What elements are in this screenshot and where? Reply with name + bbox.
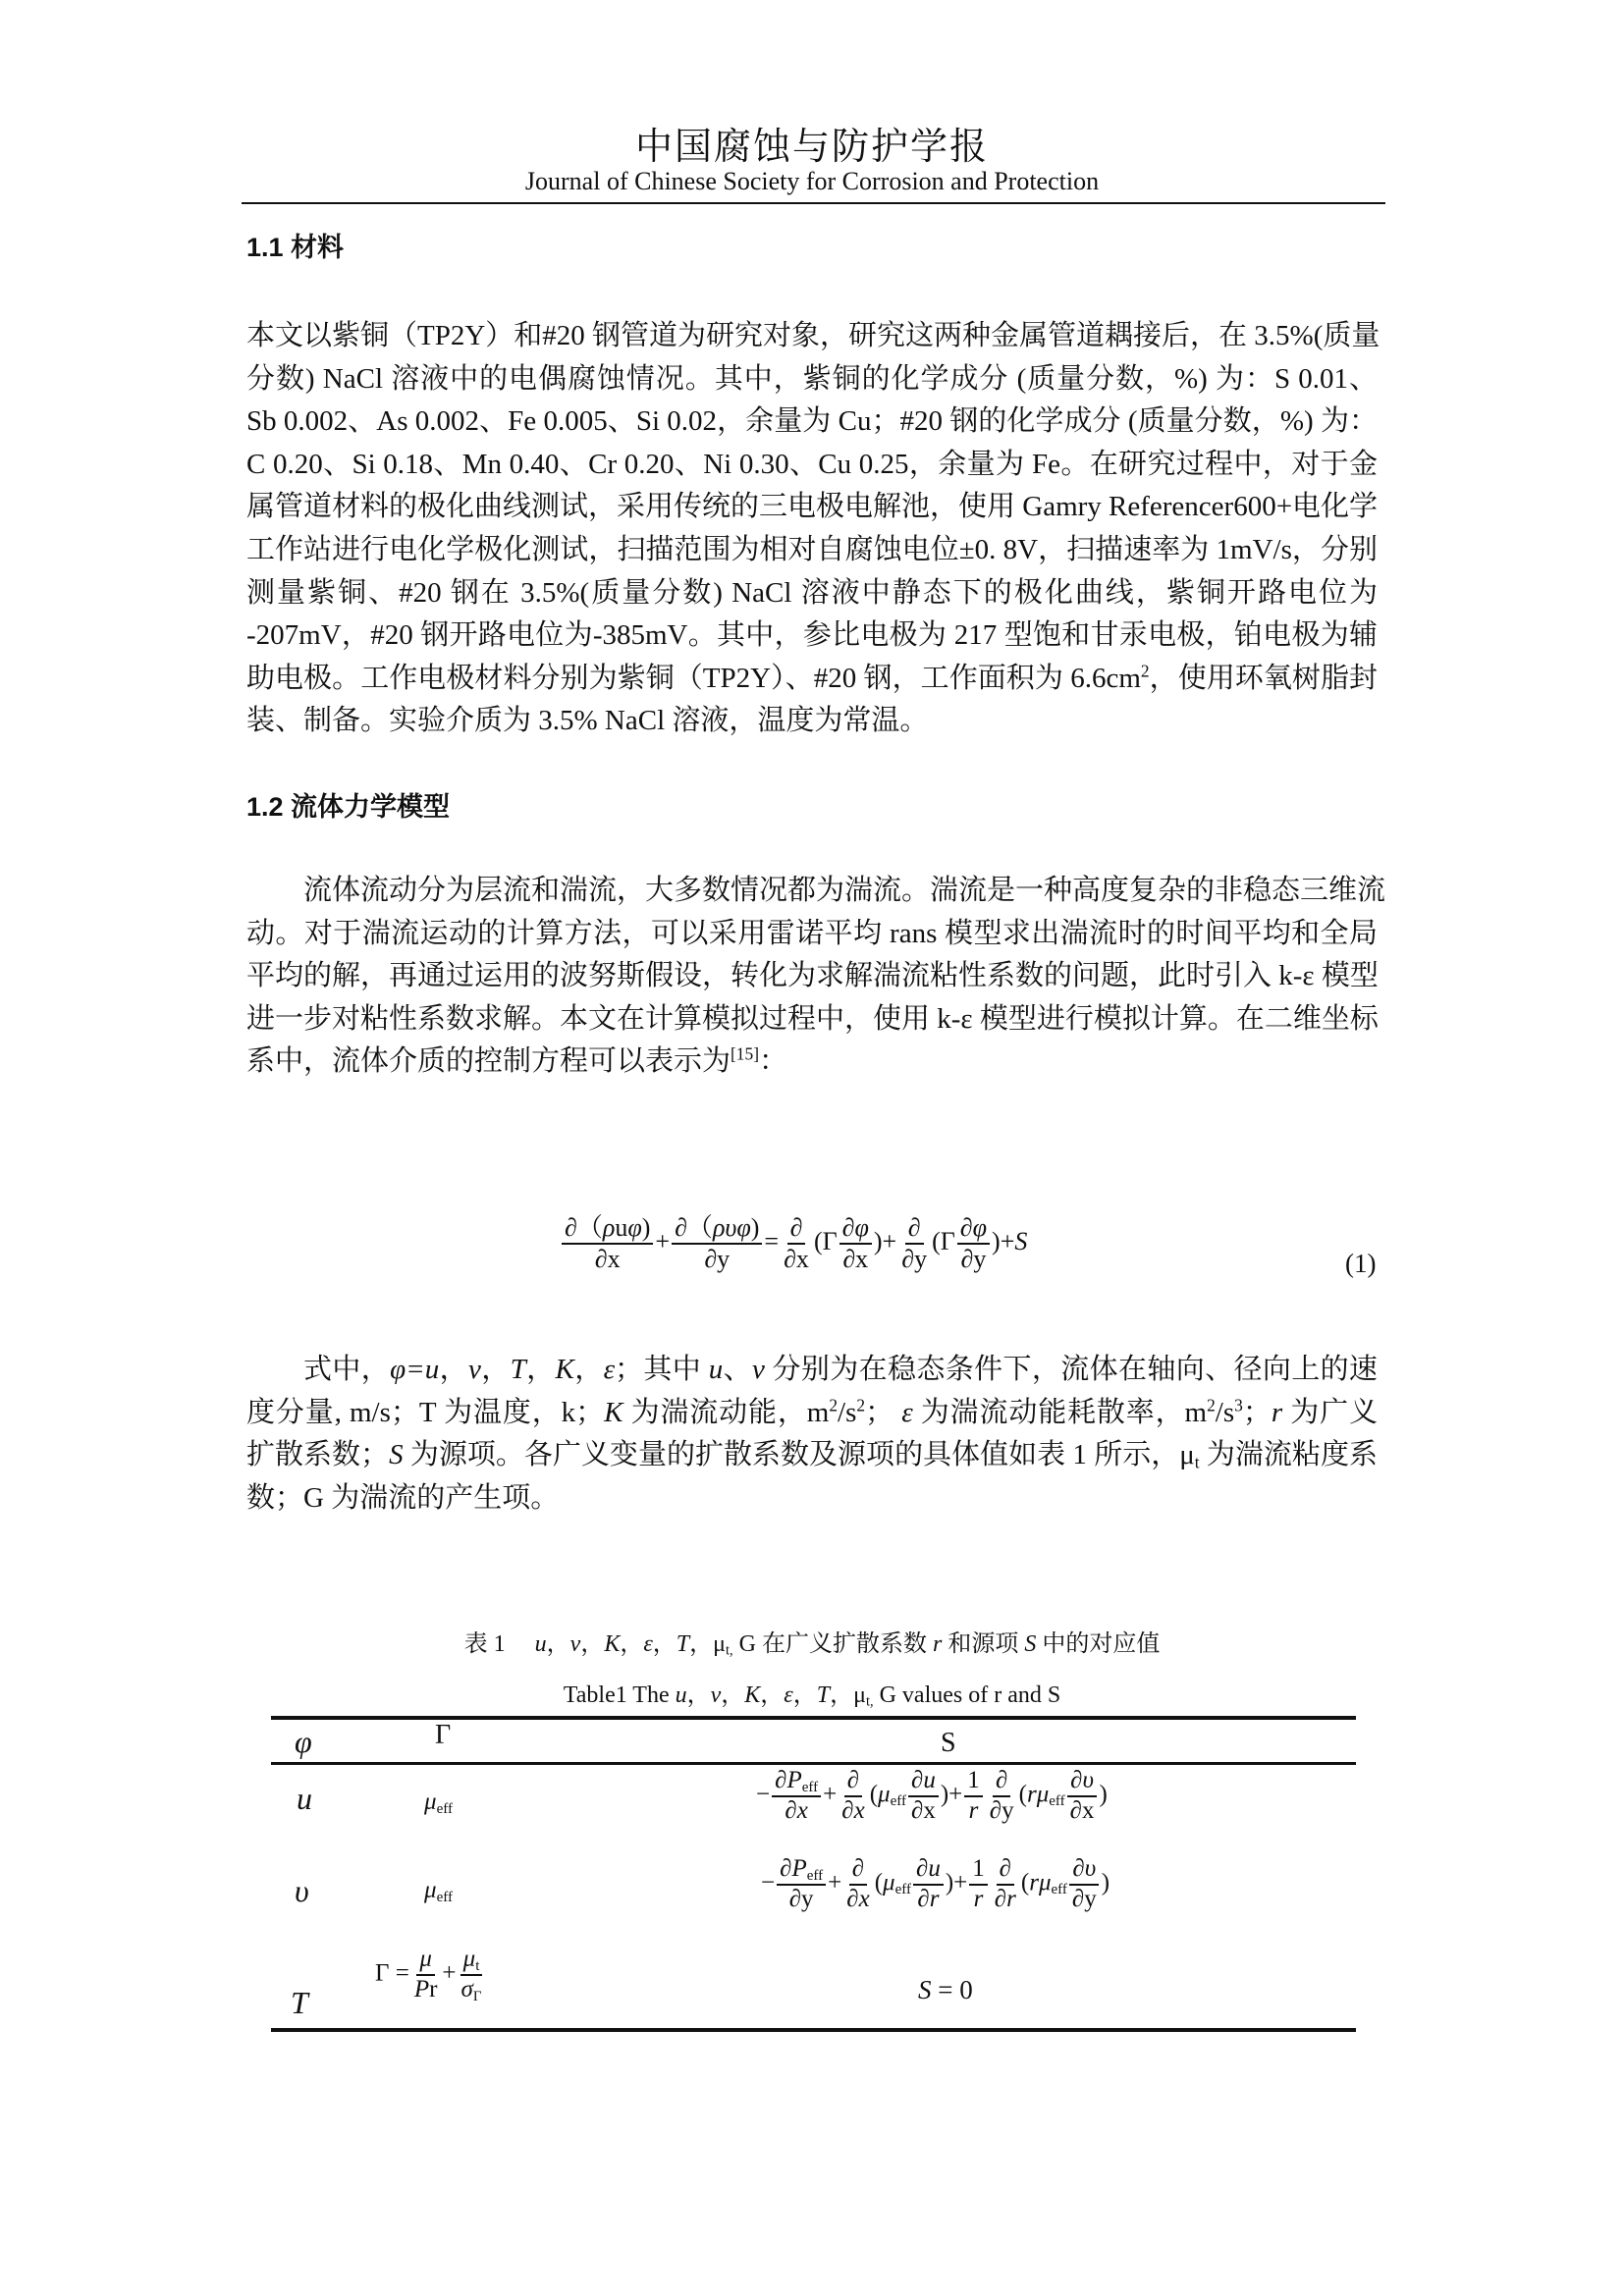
text-run: ∂: [789, 1213, 803, 1242]
text-run: (: [874, 1869, 884, 1896]
math-variable: u: [534, 1631, 547, 1657]
fraction-denominator: [839, 1245, 871, 1274]
text-run: ): [1101, 1869, 1110, 1896]
text-run: 为湍流粘度系: [1199, 1439, 1378, 1471]
text-run: ∂x: [911, 1796, 936, 1824]
fraction-denominator: [592, 1245, 623, 1274]
text-line: [246, 444, 1378, 487]
text-run: ∂: [999, 1855, 1012, 1882]
math-variable: r: [973, 1885, 984, 1912]
text-run: Γ =: [375, 1959, 409, 1987]
fraction-numerator: [839, 1213, 872, 1245]
text-line: [246, 358, 1378, 401]
subscript: eff: [801, 1779, 819, 1795]
fraction: [987, 1767, 1017, 1826]
text-run: )+: [873, 1226, 897, 1255]
fraction: [772, 1767, 821, 1826]
text-run: ): [750, 1213, 760, 1242]
math-variable: P: [791, 1855, 807, 1882]
text-run: 为广义: [1282, 1396, 1378, 1428]
text-run: ∂: [846, 1885, 859, 1912]
fraction-denominator: [839, 1797, 867, 1826]
math-variable: v: [710, 1682, 722, 1708]
text-run: ∂x: [594, 1244, 621, 1273]
math-variable: r: [1271, 1396, 1283, 1428]
math-variable: K: [555, 1354, 574, 1385]
math-variable: S: [389, 1439, 404, 1471]
math-variable: σ: [460, 1975, 473, 2002]
math-variable: u: [708, 1354, 724, 1385]
text-run: (Γ: [813, 1226, 838, 1255]
text-run: G 在广义扩散系数: [732, 1631, 933, 1657]
fraction-denominator: [966, 1797, 982, 1826]
table-row-t-source: [918, 1975, 973, 2005]
text-run: 属管道材料的极化曲线测试，采用传统的三电极电解池，使用 Gamry Referencer600+电化学: [246, 491, 1379, 523]
text-run: ∂y: [1071, 1885, 1097, 1912]
subscript: t: [1194, 1452, 1200, 1472]
text-run: −: [756, 1781, 771, 1808]
text-line: [246, 1349, 1378, 1392]
math-variable: φ: [627, 1213, 642, 1242]
fraction-numerator: [844, 1767, 862, 1797]
text-run: G values of r and S: [873, 1682, 1061, 1708]
text-line: [246, 1477, 1378, 1521]
table-row-u-source: [756, 1767, 1108, 1826]
math-variable: μ: [878, 1781, 891, 1808]
math-variable: K: [744, 1682, 761, 1708]
text-run: 为湍流动能耗散率，m: [912, 1396, 1208, 1428]
text-run: 和源项: [942, 1631, 1025, 1657]
fraction-numerator: [908, 1767, 939, 1797]
text-run: =: [764, 1226, 780, 1255]
table-header-s: S: [941, 1728, 956, 1758]
text-line: [246, 870, 1386, 913]
text-run: ∂: [917, 1885, 930, 1912]
text-line: [246, 1392, 1378, 1435]
journal-title-cn: 中国腐蚀与防护学报: [634, 127, 989, 168]
text-run: +: [442, 1959, 457, 1987]
text-line: [246, 700, 1378, 743]
fraction: [992, 1855, 1019, 1914]
text-run: ∂: [841, 1213, 855, 1242]
text-run: ，: [721, 1682, 745, 1708]
text-run: ∂: [846, 1767, 860, 1793]
text-run: ：: [759, 1045, 788, 1078]
text-run: ，: [652, 1631, 677, 1657]
math-variable: S: [918, 1975, 932, 2004]
text-run: ∂: [785, 1796, 797, 1824]
math-variable: υ: [1082, 1767, 1094, 1793]
fraction-numerator: [849, 1855, 867, 1886]
text-run: 1: [972, 1855, 985, 1882]
math-variable: φ: [972, 1213, 988, 1242]
fraction: [957, 1213, 990, 1274]
section-heading-fluid-model: 1.2 流体力学模型: [246, 792, 451, 822]
fraction: [672, 1213, 762, 1274]
fraction-denominator: [957, 1245, 989, 1274]
math-variable: x: [858, 1885, 870, 1912]
fraction-denominator: [459, 1976, 485, 2004]
text-run: 系中，流体介质的控制方程可以表示为: [246, 1045, 731, 1078]
math-variable: φ: [854, 1213, 869, 1242]
text-run: ∂: [1072, 1855, 1085, 1882]
superscript: [15]: [731, 1043, 759, 1064]
math-variable: x: [853, 1796, 865, 1824]
subscript: eff: [436, 1889, 453, 1905]
math-variable: x: [796, 1796, 808, 1824]
text-line: [246, 486, 1378, 529]
text-run: 表 1: [463, 1631, 535, 1657]
fraction-numerator: [787, 1213, 806, 1245]
fraction-numerator: [672, 1213, 762, 1245]
math-variable: ρ: [602, 1213, 616, 1242]
fraction-denominator: [786, 1886, 817, 1914]
text-run: )+: [940, 1781, 963, 1808]
fraction-numerator: [416, 1946, 435, 1976]
subscript: eff: [436, 1800, 453, 1817]
text-run: )+: [945, 1869, 968, 1896]
table-top-rule: [271, 1716, 1356, 1720]
text-run: ∂: [911, 1767, 924, 1793]
governing-equation: [560, 1213, 1027, 1274]
text-line: [246, 614, 1378, 658]
text-line: [246, 955, 1378, 998]
subscript: t,: [726, 1642, 733, 1659]
fraction: [411, 1946, 441, 2004]
fraction-denominator: [1067, 1797, 1098, 1826]
text-run: Table1 The: [563, 1682, 676, 1708]
fraction-numerator: [905, 1213, 924, 1245]
math-variable: T: [676, 1631, 690, 1657]
text-run: ): [1099, 1781, 1108, 1808]
superscript: 2: [856, 1395, 866, 1415]
math-variable: r: [1006, 1885, 1016, 1912]
subscript: eff: [1051, 1882, 1067, 1898]
text-line: [246, 998, 1378, 1041]
text-run: ，: [546, 1631, 570, 1657]
text-run: ∂（: [565, 1213, 603, 1242]
fraction-numerator: [913, 1855, 944, 1886]
text-run: ，: [620, 1631, 644, 1657]
text-run: 测量紫铜、#20 钢在 3.5%(质量分数) NaCl 溶液中静态下的极化曲线，紫铜开路电位为: [246, 576, 1378, 609]
text-run: 分数) NaCl 溶液中的电偶腐蚀情况。其中，紫铜的化学成分 (质量分数，%) 为：S 0.01、: [246, 362, 1378, 395]
paragraph-materials: [246, 315, 1378, 743]
math-variable: rμ: [1029, 1869, 1052, 1896]
text-run: /s: [838, 1396, 857, 1428]
text-line: [246, 1434, 1378, 1477]
text-run: ，: [573, 1354, 604, 1385]
text-run: Sb 0.002、As 0.002、Fe 0.005、Si 0.02，余量为 Cu；#20 钢的化学成分 (质量分数，%) 为：: [246, 405, 1378, 438]
math-variable: K: [604, 1631, 621, 1657]
text-run: ，: [525, 1354, 556, 1385]
superscript: 2: [1207, 1395, 1216, 1415]
text-run: +: [655, 1226, 671, 1255]
fraction-denominator: [914, 1886, 942, 1914]
subscript: Γ: [472, 1988, 482, 2004]
fraction-numerator: [1069, 1855, 1099, 1886]
math-variable: u: [928, 1855, 941, 1882]
fraction-numerator: [969, 1855, 988, 1886]
table-caption-en: [0, 1675, 1624, 1709]
fraction-denominator: [971, 1886, 987, 1914]
math-variable: ε: [643, 1631, 653, 1657]
math-variable: ε: [901, 1396, 913, 1428]
text-run: ∂x: [842, 1244, 869, 1273]
text-run: = 0: [931, 1975, 973, 2004]
fraction-denominator: [411, 1976, 441, 2004]
subscript: eff: [806, 1867, 824, 1884]
fraction: [562, 1213, 653, 1274]
subscript: t,: [865, 1693, 874, 1710]
fraction-numerator: [562, 1213, 653, 1245]
text-run: 数；G 为湍流的产生项。: [246, 1481, 560, 1514]
fraction: [969, 1855, 988, 1914]
fraction: [1069, 1855, 1100, 1914]
text-line: [246, 315, 1378, 358]
math-variable: ρυφ: [712, 1213, 751, 1242]
text-run: 动。对于湍流运动的计算方法，可以采用雷诺平均 rans 模型求出湍流时的时间平均和全局: [246, 917, 1378, 949]
fraction: [843, 1855, 872, 1914]
text-run: ∂x: [784, 1244, 809, 1273]
text-run: 、: [723, 1354, 753, 1385]
text-run: 装、制备。实验介质为 3.5% NaCl 溶液，温度为常温。: [246, 705, 929, 737]
fraction: [964, 1767, 983, 1826]
fraction-numerator: [957, 1213, 990, 1245]
table-row-t-gamma: [375, 1946, 487, 2004]
superscript: 2: [1140, 661, 1150, 681]
text-run: ∂（: [675, 1213, 713, 1242]
text-run: 分别为在稳态条件下，流体在轴向、径向上的速: [764, 1354, 1378, 1385]
subscript: eff: [1049, 1793, 1065, 1810]
fraction: [1067, 1767, 1098, 1826]
text-run: -207mV，#20 钢开路电位为-385mV。其中，参比电极为 217 型饱和甘汞电极，铂电极为辅: [246, 619, 1378, 652]
text-run: 进一步对粘性系数求解。本文在计算模拟过程中，使用 k-ε 模型进行模拟计算。在二维坐标: [246, 1002, 1379, 1035]
math-variable: P: [413, 1975, 430, 2002]
text-run: ∂y: [901, 1244, 928, 1273]
text-run: 为湍流动能，m: [623, 1396, 830, 1428]
text-run: ∂y: [960, 1244, 987, 1273]
text-run: ；: [865, 1396, 902, 1428]
table-header-rule: [271, 1762, 1356, 1765]
text-run: 流体流动分为层流和湍流，大多数情况都为湍流。湍流是一种高度复杂的非稳态三维流: [303, 875, 1386, 906]
text-run: 度分量, m/s；T 为温度，k；: [246, 1396, 605, 1428]
math-variable: P: [786, 1767, 802, 1793]
fraction: [908, 1767, 939, 1826]
text-run: ∂y: [989, 1796, 1014, 1824]
text-run: +: [828, 1869, 842, 1896]
subscript: t: [475, 1957, 480, 1974]
text-run: ∂: [841, 1796, 854, 1824]
text-line: [246, 913, 1378, 956]
fraction-numerator: [772, 1767, 821, 1797]
text-run: ，: [480, 1354, 511, 1385]
fraction-denominator: [782, 1797, 810, 1826]
math-variable: u: [923, 1767, 936, 1793]
math-variable: T: [816, 1682, 831, 1708]
text-run: ，: [686, 1682, 711, 1708]
text-run: 平均的解，再通过运用的波努斯假设，转化为求解湍流粘性系数的问题，此时引入 k-ε 模型: [246, 960, 1379, 992]
math-variable: ε: [603, 1354, 616, 1385]
text-run: (: [1020, 1869, 1030, 1896]
text-run: ∂y: [704, 1244, 731, 1273]
math-variable: φ=u: [390, 1354, 440, 1385]
equation-number: (1): [1345, 1249, 1377, 1278]
text-run: 中的对应值: [1036, 1631, 1161, 1657]
text-run: ，: [580, 1631, 605, 1657]
text-run: ∂y: [788, 1885, 814, 1912]
section-heading-materials: 1.1 材料: [246, 233, 345, 262]
text-line: [246, 572, 1378, 615]
math-variable: μ: [883, 1869, 895, 1896]
header-divider: [242, 202, 1385, 204]
fraction-denominator: [898, 1245, 930, 1274]
table-row-v-phi: υ: [295, 1873, 309, 1908]
fraction-numerator: [777, 1855, 826, 1886]
math-variable: r: [929, 1885, 940, 1912]
math-variable: r: [932, 1631, 943, 1657]
text-run: ；: [1242, 1396, 1272, 1428]
math-variable: u: [675, 1682, 687, 1708]
fraction-denominator: [908, 1797, 939, 1826]
table-row-u-gamma: [424, 1789, 453, 1816]
fraction: [839, 1767, 867, 1826]
fraction-denominator: [701, 1245, 732, 1274]
fraction-denominator: [781, 1245, 812, 1274]
text-run: ∂: [916, 1855, 929, 1882]
fraction: [781, 1213, 812, 1274]
fraction-denominator: [992, 1886, 1019, 1914]
math-variable: T: [510, 1354, 526, 1385]
fraction-numerator: [964, 1767, 983, 1797]
text-run: ∂: [907, 1213, 921, 1242]
math-variable: S: [1024, 1631, 1037, 1657]
table-row-v-gamma: [424, 1877, 453, 1904]
text-run: /s: [1215, 1396, 1235, 1428]
math-variable: v: [752, 1354, 765, 1385]
journal-title-en: Journal of Chinese Society for Corrosion and Protection: [524, 167, 1100, 195]
text-run: ，μ: [830, 1682, 866, 1708]
text-run: (: [869, 1781, 879, 1808]
fraction: [913, 1855, 944, 1914]
text-run: −: [761, 1869, 776, 1896]
text-run: 为源项。各广义变量的扩散系数及源项的具体值如表 1 所示，μ: [403, 1439, 1195, 1471]
text-run: ，: [760, 1682, 785, 1708]
paragraph-variable-definitions: [246, 1349, 1378, 1520]
text-line: [246, 400, 1378, 444]
table-header-phi: φ: [295, 1724, 312, 1759]
text-run: ∂: [996, 1767, 1008, 1793]
text-run: ，使用环氧树脂封: [1149, 662, 1378, 694]
math-variable: μ: [424, 1877, 437, 1903]
text-run: r: [429, 1975, 438, 2002]
subscript: eff: [890, 1793, 906, 1810]
table-bottom-rule: [271, 2028, 1356, 2032]
fraction-denominator: [987, 1797, 1017, 1826]
paragraph-fluid-model: [246, 870, 1386, 1084]
text-run: u: [615, 1213, 628, 1242]
table-caption-cn: [0, 1624, 1624, 1658]
text-run: ，: [792, 1682, 817, 1708]
text-line: [246, 658, 1378, 701]
math-variable: μ: [462, 1946, 476, 1972]
text-run: 助电极。工作电极材料分别为紫铜（TP2Y）、#20 钢，工作面积为 6.6cm: [246, 662, 1141, 694]
table-header-gamma: Γ: [435, 1720, 452, 1750]
text-line: [246, 1041, 1378, 1084]
subscript: eff: [894, 1882, 911, 1898]
table-row-t-phi: T: [291, 1985, 308, 2020]
fraction-denominator: [843, 1886, 872, 1914]
text-run: ∂x: [1069, 1796, 1095, 1824]
text-run: ): [641, 1213, 651, 1242]
text-run: ∂: [1070, 1767, 1083, 1793]
math-variable: v: [468, 1354, 481, 1385]
text-run: C 0.20、Si 0.18、Mn 0.40、Cr 0.20、Ni 0.30、Cu 0.25，余量为 Fe。在研究过程中，对于金: [246, 448, 1378, 480]
fraction-denominator: [1069, 1886, 1100, 1914]
text-run: (: [1018, 1781, 1027, 1808]
fraction-numerator: [460, 1946, 483, 1976]
text-run: ；其中: [615, 1354, 709, 1385]
fraction-numerator: [1067, 1767, 1097, 1797]
text-run: +: [823, 1781, 838, 1808]
math-variable: ε: [784, 1682, 793, 1708]
math-variable: rμ: [1026, 1781, 1050, 1808]
math-variable: υ: [1084, 1855, 1097, 1882]
math-variable: S: [1014, 1226, 1028, 1255]
table-row-u-phi: u: [297, 1781, 312, 1816]
text-run: 1: [967, 1767, 980, 1793]
fraction: [898, 1213, 930, 1274]
math-variable: K: [604, 1396, 623, 1428]
text-run: )+: [992, 1226, 1015, 1255]
text-run: 扩散系数；: [246, 1439, 390, 1471]
superscript: 3: [1234, 1395, 1243, 1415]
text-run: (Γ: [932, 1226, 955, 1255]
text-run: 式中，: [303, 1354, 391, 1385]
text-run: ∂: [959, 1213, 973, 1242]
fraction: [459, 1946, 485, 2004]
math-variable: μ: [419, 1946, 432, 1972]
text-run: ∂: [780, 1855, 792, 1882]
fraction-numerator: [997, 1855, 1014, 1886]
text-run: ，: [439, 1354, 468, 1385]
math-variable: r: [968, 1796, 979, 1824]
math-variable: v: [569, 1631, 581, 1657]
text-run: ∂: [851, 1855, 865, 1882]
fraction: [839, 1213, 872, 1274]
fraction-numerator: [993, 1767, 1010, 1797]
text-run: ∂: [775, 1767, 787, 1793]
superscript: 2: [829, 1395, 839, 1415]
text-run: ∂: [994, 1885, 1007, 1912]
text-run: ，μ: [689, 1631, 727, 1657]
text-line: [246, 529, 1378, 572]
text-run: 本文以紫铜（TP2Y）和#20 钢管道为研究对象，研究这两种金属管道耦接后，在 3.5%(质量: [246, 320, 1380, 351]
fraction: [777, 1855, 826, 1914]
table-row-v-source: [761, 1855, 1110, 1914]
text-run: 工作站进行电化学极化测试，扫描范围为相对自腐蚀电位±0. 8V，扫描速率为 1mV/s，分别: [246, 533, 1378, 565]
math-variable: μ: [424, 1789, 437, 1815]
